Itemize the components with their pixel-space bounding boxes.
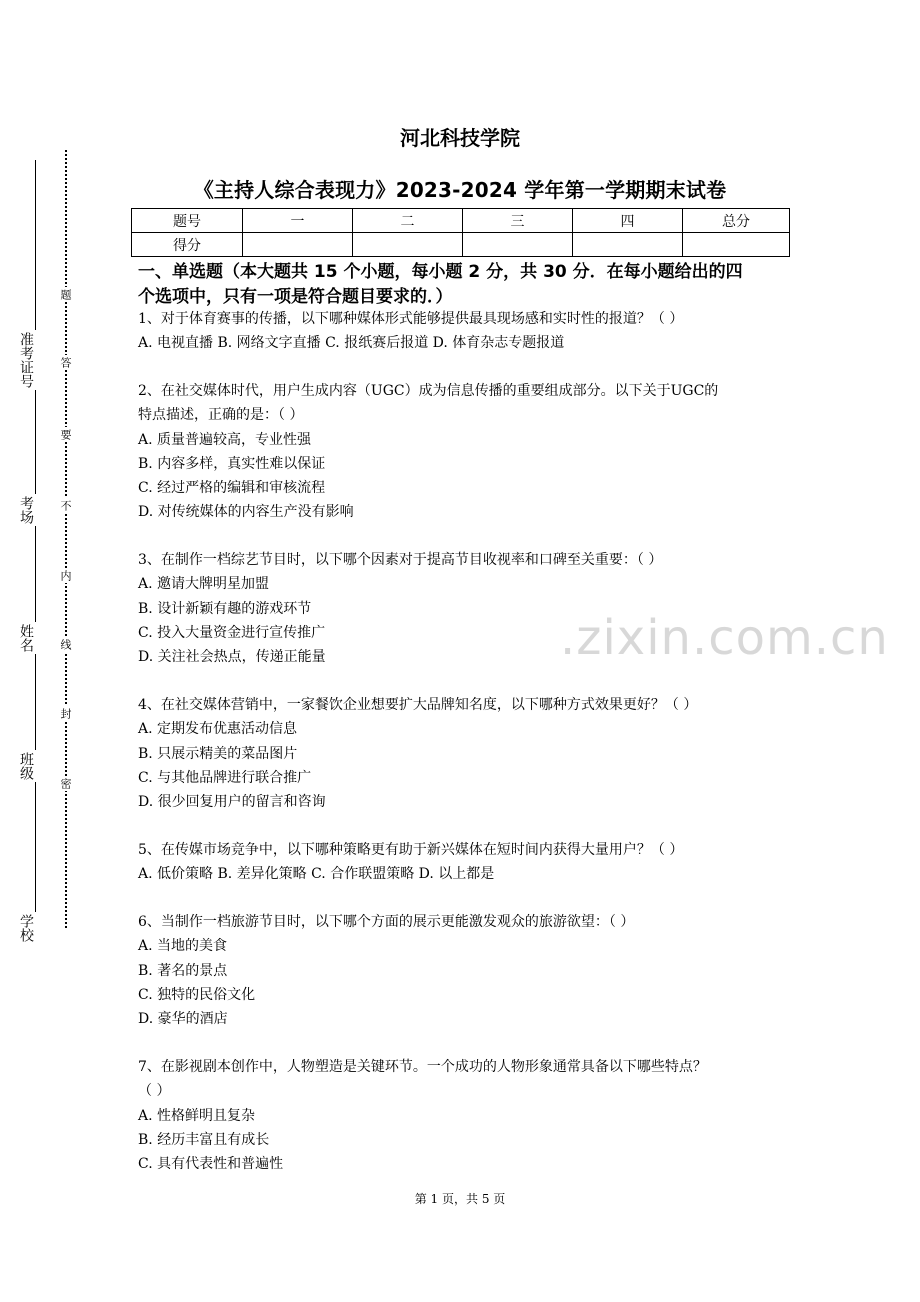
score-cell-blank: [353, 233, 463, 257]
question-stem: 1、对于体育赛事的传播，以下哪种媒体形式能够提供最具现场感和实时性的报道？（ ）: [138, 311, 684, 327]
score-cell: 一: [243, 209, 353, 233]
question-option: A. 邀请大牌明星加盟: [138, 576, 270, 593]
question-stem: 6、当制作一档旅游节目时，以下哪个方面的展示更能激发观众的旅游欲望：（ ）: [138, 914, 635, 930]
seal-char: 密: [59, 778, 72, 789]
binding-dotted-line: [65, 150, 67, 928]
score-cell-blank: [243, 233, 353, 257]
question-stem: 4、在社交媒体营销中，一家餐饮企业想要扩大品牌知名度，以下哪种方式效果更好？（ ）: [138, 697, 698, 713]
question-stem: 3、在制作一档综艺节目时，以下哪个因素对于提高节目收视率和口碑至关重要：（ ）: [138, 552, 663, 568]
question-option: B. 设计新颖有趣的游戏环节: [138, 600, 312, 617]
question-option: A. 当地的美食: [138, 938, 228, 955]
question-stem: 7、在影视剧本创作中，人物塑造是关键环节。一个成功的人物形象通常具备以下哪些特点？: [138, 1059, 707, 1075]
question-option: B. 著名的景点: [138, 962, 228, 979]
question-7: [138, 1055, 798, 1176]
watermark: .zixin.com.cn: [560, 610, 889, 666]
score-cell-blank: [683, 233, 790, 257]
school-name: 河北科技学院: [400, 126, 520, 150]
question-stem: 2、在社交媒体时代，用户生成内容（UGC）成为信息传播的重要组成部分。以下关于UGC的: [138, 383, 719, 399]
section-heading-line: 个选项中，只有一项是符合题目要求的．）: [138, 287, 453, 307]
question-option: D. 关注社会热点，传递正能量: [138, 649, 326, 666]
question-4: [138, 693, 798, 814]
question-option: D. 豪华的酒店: [138, 1011, 228, 1028]
question-option: A. 定期发布优惠活动信息: [138, 721, 298, 738]
label-name: 姓名: [18, 624, 34, 652]
seal-char: 线: [59, 639, 72, 650]
seal-char: 不: [59, 500, 72, 511]
question-6: [138, 910, 798, 1031]
question-stem: 特点描述，正确的是：（ ）: [138, 407, 304, 424]
question-options: A. 电视直播 B. 网络文字直播 C. 报纸赛后报道 D. 体育杂志专题报道: [138, 335, 565, 352]
question-option: C. 经过严格的编辑和审核流程: [138, 480, 326, 497]
score-cell: 得分: [132, 233, 243, 257]
question-option: C. 具有代表性和普遍性: [138, 1156, 284, 1173]
score-cell: 四: [573, 209, 683, 233]
question-option: B. 内容多样，真实性难以保证: [138, 455, 326, 472]
binding-solid-line: [35, 160, 36, 938]
seal-char: 答: [59, 357, 72, 368]
score-table: [131, 208, 790, 257]
exam-title: 《主持人综合表现力》2023-2024 学年第一学期期末试卷: [193, 178, 727, 202]
seal-char: 要: [59, 429, 72, 440]
seal-char: 封: [59, 708, 72, 719]
score-cell: 三: [463, 209, 573, 233]
question-stem: （ ）: [138, 1083, 171, 1100]
score-table-header-row: [132, 209, 790, 233]
question-5: [138, 838, 798, 887]
score-cell: 总分: [683, 209, 790, 233]
score-cell: 题号: [132, 209, 243, 233]
question-option: A. 质量普遍较高，专业性强: [138, 431, 312, 448]
seal-char: 内: [59, 570, 72, 581]
score-table-score-row: [132, 233, 790, 257]
seal-char: 题: [59, 289, 72, 300]
section-heading-line: 一、单选题（本大题共 15 个小题，每小题 2 分，共 30 分．在每小题给出的四: [138, 262, 743, 282]
question-2: [138, 379, 798, 525]
page-number: 第 1 页，共 5 页: [414, 1192, 506, 1206]
question-option: C. 投入大量资金进行宣传推广: [138, 624, 326, 641]
question-option: C. 与其他品牌进行联合推广: [138, 769, 312, 786]
label-school: 学校: [18, 914, 34, 942]
question-options: A. 低价策略 B. 差异化策略 C. 合作联盟策略 D. 以上都是: [138, 866, 495, 883]
question-option: C. 独特的民俗文化: [138, 986, 256, 1003]
section-heading: [138, 260, 788, 310]
question-option: D. 很少回复用户的留言和咨询: [138, 794, 326, 811]
question-option: B. 只展示精美的菜品图片: [138, 745, 298, 762]
score-cell-blank: [573, 233, 683, 257]
question-option: D. 对传统媒体的内容生产没有影响: [138, 504, 354, 521]
score-cell-blank: [463, 233, 573, 257]
question-stem: 5、在传媒市场竞争中，以下哪种策略更有助于新兴媒体在短时间内获得大量用户？（ ）: [138, 842, 684, 858]
question-option: A. 性格鲜明且复杂: [138, 1107, 256, 1124]
label-class: 班级: [18, 752, 34, 780]
question-option: B. 经历丰富且有成长: [138, 1131, 270, 1148]
label-exam-number: 准考证号: [18, 332, 34, 388]
question-1: [138, 307, 798, 356]
score-cell: 二: [353, 209, 463, 233]
label-exam-room: 考场: [18, 496, 34, 524]
